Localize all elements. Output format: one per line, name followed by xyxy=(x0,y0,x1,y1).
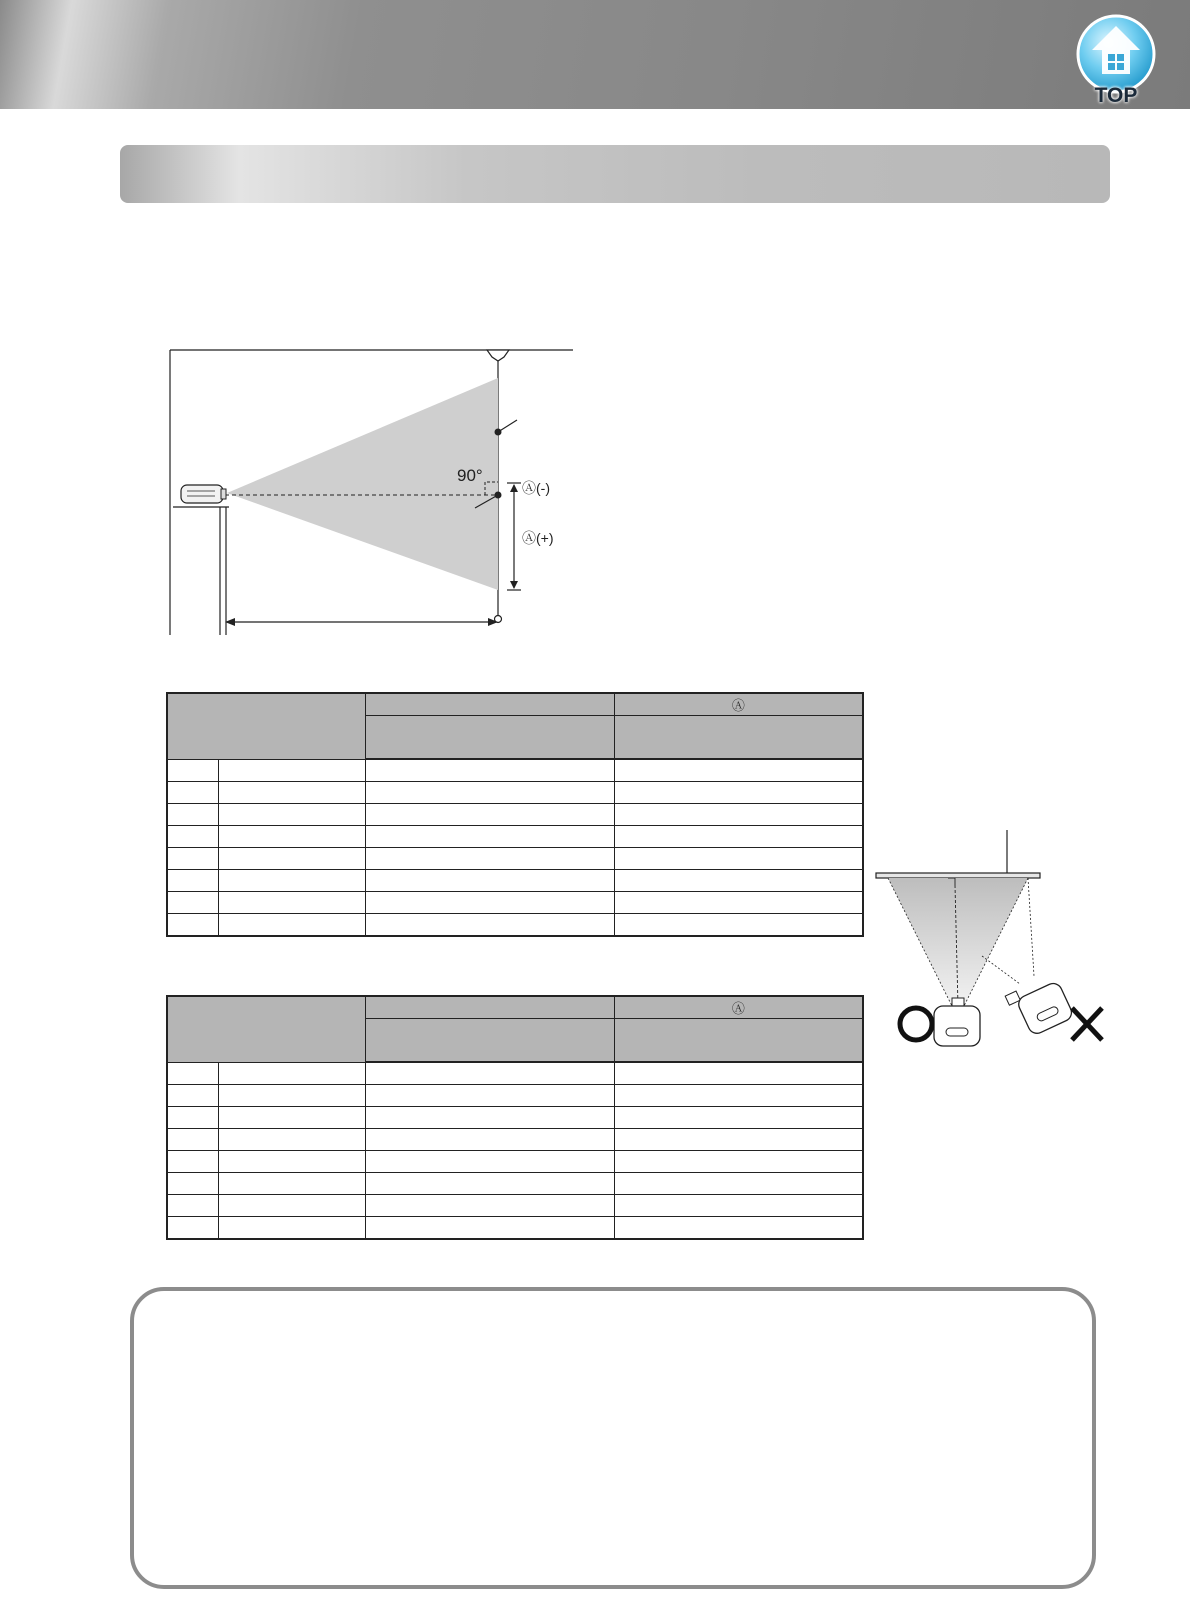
table-row xyxy=(167,1062,863,1085)
projector-icon xyxy=(181,485,226,503)
table-row xyxy=(167,782,863,804)
table2-subheader-offset xyxy=(614,1019,863,1063)
table-row xyxy=(167,1107,863,1129)
table2-header-screen-size xyxy=(167,996,366,1062)
table1-header-screen-size xyxy=(167,693,366,759)
circle-ok-icon xyxy=(900,1008,932,1040)
projection-distance-table-2 xyxy=(166,995,864,1240)
table-row xyxy=(167,759,863,782)
table-row xyxy=(167,804,863,826)
angle-label: 90° xyxy=(457,466,483,485)
note-box xyxy=(130,1287,1096,1589)
placement-top-view-diagram xyxy=(874,828,1114,1048)
header-band xyxy=(0,0,1190,109)
table1-header-offset: Ⓐ xyxy=(614,693,863,716)
table-row xyxy=(167,848,863,870)
cross-ng-icon xyxy=(1072,1008,1102,1040)
section-title-bar xyxy=(120,145,1110,203)
table-row xyxy=(167,914,863,937)
table-row xyxy=(167,1129,863,1151)
projection-distance-table-1 xyxy=(166,692,864,937)
label-offset-minus: Ⓐ(-) xyxy=(522,480,550,496)
table2-subheader-distance xyxy=(366,1019,615,1063)
projector-incorrect-icon xyxy=(1005,973,1074,1039)
label-offset-plus: Ⓐ(+) xyxy=(522,530,554,546)
projector-correct-icon xyxy=(934,998,980,1046)
table-row xyxy=(167,1151,863,1173)
table-row xyxy=(167,826,863,848)
table1-subheader-distance xyxy=(366,716,615,760)
table-row xyxy=(167,1195,863,1217)
table1-subheader-offset xyxy=(614,716,863,760)
table-row xyxy=(167,1085,863,1107)
table-row xyxy=(167,1217,863,1240)
top-button[interactable] xyxy=(1074,14,1158,106)
table1-header-distance xyxy=(366,693,615,716)
table-row xyxy=(167,1173,863,1195)
table2-header-distance xyxy=(366,996,615,1019)
top-label: TOP xyxy=(1094,84,1138,107)
screen-top-view xyxy=(876,873,1040,878)
screen-hanger-icon xyxy=(487,350,509,361)
projection-distance-diagram xyxy=(165,345,585,640)
table2-header-offset: Ⓐ xyxy=(614,996,863,1019)
table-row xyxy=(167,892,863,914)
table-row xyxy=(167,870,863,892)
correct-beam xyxy=(888,878,1028,1006)
